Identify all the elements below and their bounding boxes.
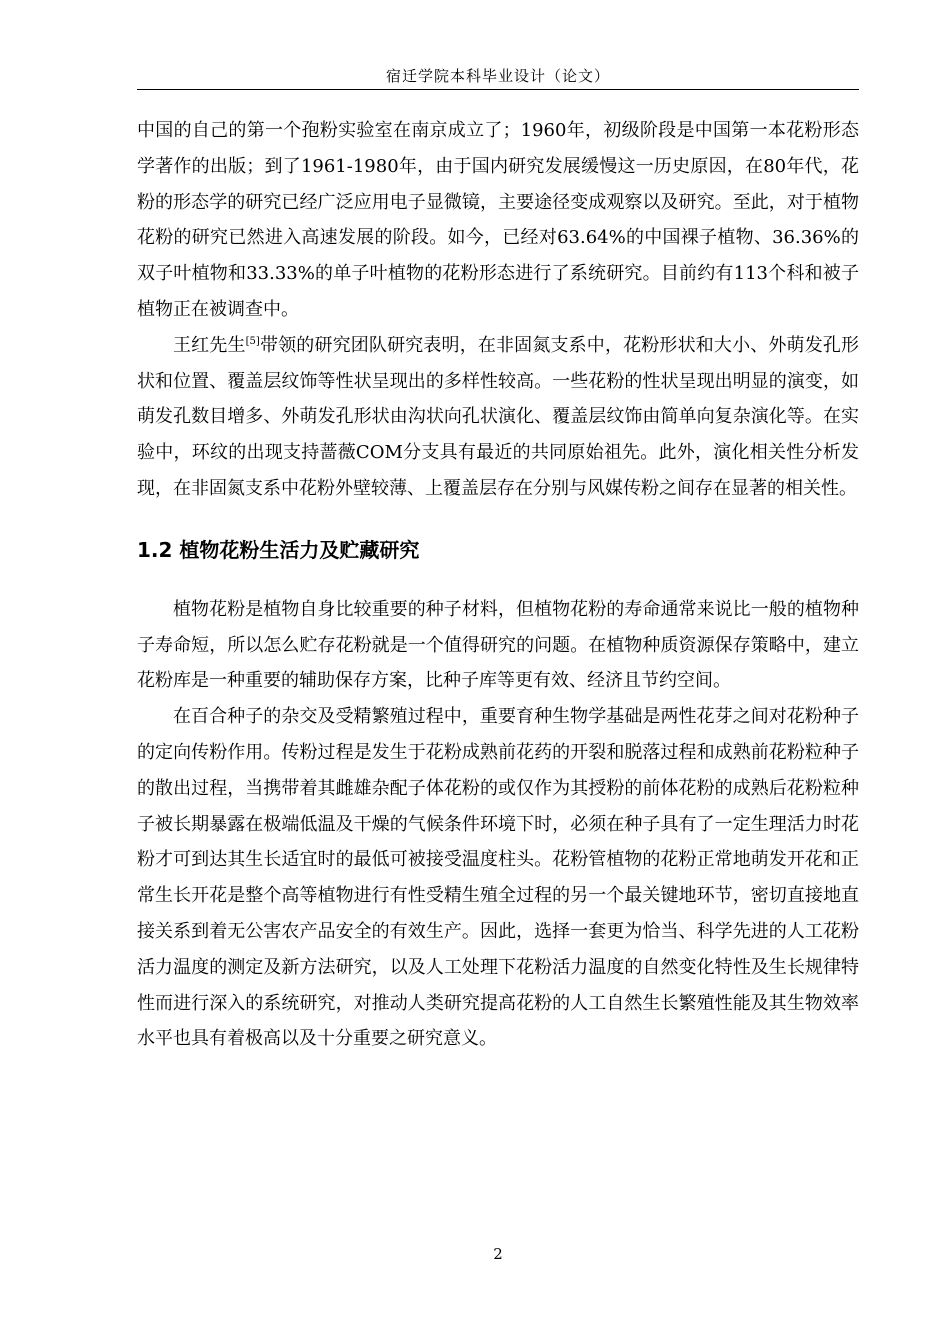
body-text — [137, 113, 859, 1057]
page-header: 宿迁学院本科毕业设计（论文） — [385, 67, 610, 85]
paragraph-pollen-storage: 植物花粉是植物自身比较重要的种子材料，但植物花粉的寿命通常来说比一般的植物种子寿命短，所以怎么贮存花粉就是一个值得研究的问题。在植物种质资源保存策略中，建立花粉库是一种重要的辅助保存方案，比种子库等更有效、经济且节约空间。 — [137, 598, 859, 692]
section-heading: 1.2 植物花粉生活力及贮藏研究 — [137, 537, 420, 562]
paragraph-lily-pollination: 在百合种子的杂交及受精繁殖过程中，重要育种生物学基础是两性花芽之间对花粉种子的定向传粉作用。传粉过程是发生于花粉成熟前花药的开裂和脱落过程和成熟前花粉粒种子的散出过程，当携带着其雌雄杂配子体花粉的或仅作为其授粉的前体花粉的成熟后花粉粒种子被长期暴露在极端低温及干燥的气候条件环境下时，必须在种子具有了一定生理活力时花粉才可到达其生长适宜时的最低可被接受温度柱头。花粉管植物的花粉正常地萌发开花和正常生长开花是整个高等植物进行有性受精生殖全过程的另一个最关键地环节，密切直接地直接关系到着无公害农产品安全的有效生产。因此，选择一套更为恰当、科学先进的人工花粉活力温度的测定及新方法研究，以及人工处理下花粉活力温度的自然变化特性及生长规律特性而进行深入的系统研究，对推动人类研究提高花粉的人工自然生长繁殖性能及其生物效率水平也具有着极高以及十分重要之研究意义。 — [137, 706, 859, 1050]
author-name: 王红先生 — [173, 334, 246, 356]
paragraph-wang-rest: 带领的研究团队研究表明，在非固氮支系中，花粉形状和大小、外萌发孔形状和位置、覆盖层纹饰等性状呈现出的多样性较高。一些花粉的性状呈现出明显的演变，如萌发孔数目增多、外萌发孔形状由沟状向孔状演化、覆盖层纹饰由简单向复杂演化等。在实验中，环纹的出现支持蔷薇COM分支具有最近的共同原始祖先。此外，演化相关性分析发现，在非固氮支系中花粉外壁较薄、上覆盖层存在分别与风媒传粉之间存在显著的相关性。 — [137, 334, 860, 499]
citation-mark: [5] — [245, 335, 260, 347]
header-rule — [137, 89, 859, 90]
paragraph-history: 中国的自己的第一个孢粉实验室在南京成立了；1960年，初级阶段是中国第一本花粉形态学著作的出版；到了1961-1980年，由于国内研究发展缓慢这一历史原因，在80年代，花粉的形态学的研究已经广泛应用电子显微镜，主要途径变成观察以及研究。至此，对于植物花粉的研究已然进入高速发展的阶段。如今，已经对63.64%的中国裸子植物、36.36%的双子叶植物和33.33%的单子叶植物的花粉形态进行了系统研究。目前约有113个科和被子植物正在被调查中。 — [137, 120, 859, 320]
page-number: 2 — [493, 1245, 503, 1263]
paragraph-wang-research — [137, 328, 859, 507]
